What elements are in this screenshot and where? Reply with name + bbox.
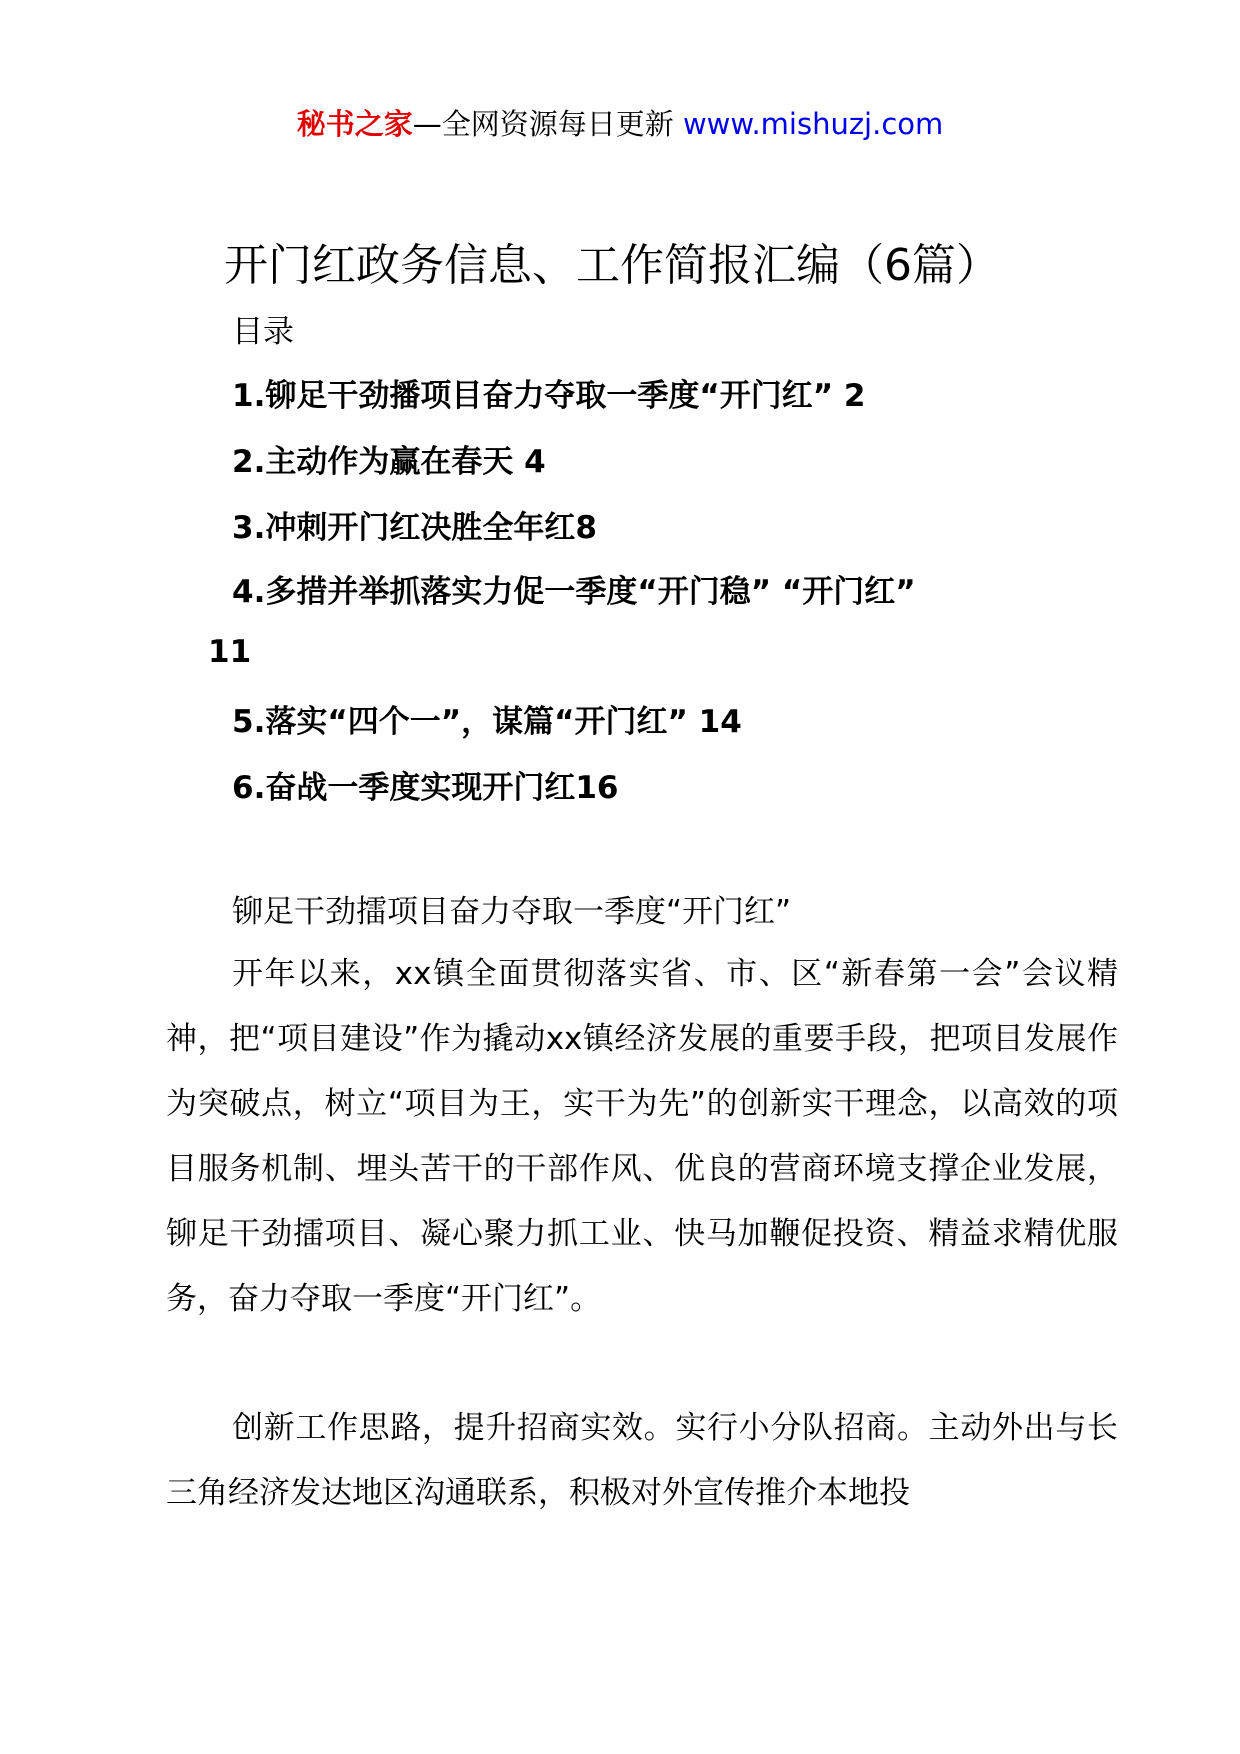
toc-item-4-page[interactable]: 11	[208, 634, 252, 670]
toc-item-2[interactable]: 2.主动作为赢在春天 4	[232, 444, 546, 480]
toc-item-3[interactable]: 3.冲刺开门红决胜全年红8	[232, 510, 597, 546]
site-header	[0, 104, 1240, 144]
body-paragraph-2: 创新工作思路，提升招商实效。实行小分队招商。主动外出与长三角经济发达地区沟通联系，积极对外宣传推介本地投	[166, 1410, 1118, 1511]
site-url-link[interactable]: www.mishuzj.com	[673, 107, 944, 141]
toc-item-5[interactable]: 5.落实“四个一”，谋篇“开门红” 14	[232, 704, 742, 740]
toc-item-4[interactable]: 4.多措并举抓落实力促一季度“开门稳” “开门红”	[232, 574, 916, 610]
site-tagline: —全网资源每日更新	[412, 107, 674, 141]
section-title: 铆足干劲擂项目奋力夺取一季度“开门红”	[232, 894, 792, 930]
site-brand: 秘书之家	[296, 107, 413, 141]
toc-item-1[interactable]: 1.铆足干劲播项目奋力夺取一季度“开门红” 2	[232, 378, 866, 414]
toc-heading: 目录	[232, 314, 294, 350]
document-title: 开门红政务信息、工作简报汇编（6篇）	[224, 240, 1000, 291]
toc-item-6[interactable]: 6.奋战一季度实现开门红16	[232, 770, 619, 806]
body-paragraph-1: 开年以来，xx镇全面贯彻落实省、市、区“新春第一会”会议精神，把“项目建设”作为撬动xx镇经济发展的重要手段，把项目发展作为突破点，树立“项目为王，实干为先”的创新实干理念，以高效的项目服务机制、埋头苦干的干部作风、优良的营商环境支撑企业发展，铆足干劲擂项目、凝心聚力抓工业、快马加鞭促投资、精益求精优服务，奋力夺取一季度“开门红”。	[166, 956, 1118, 1317]
